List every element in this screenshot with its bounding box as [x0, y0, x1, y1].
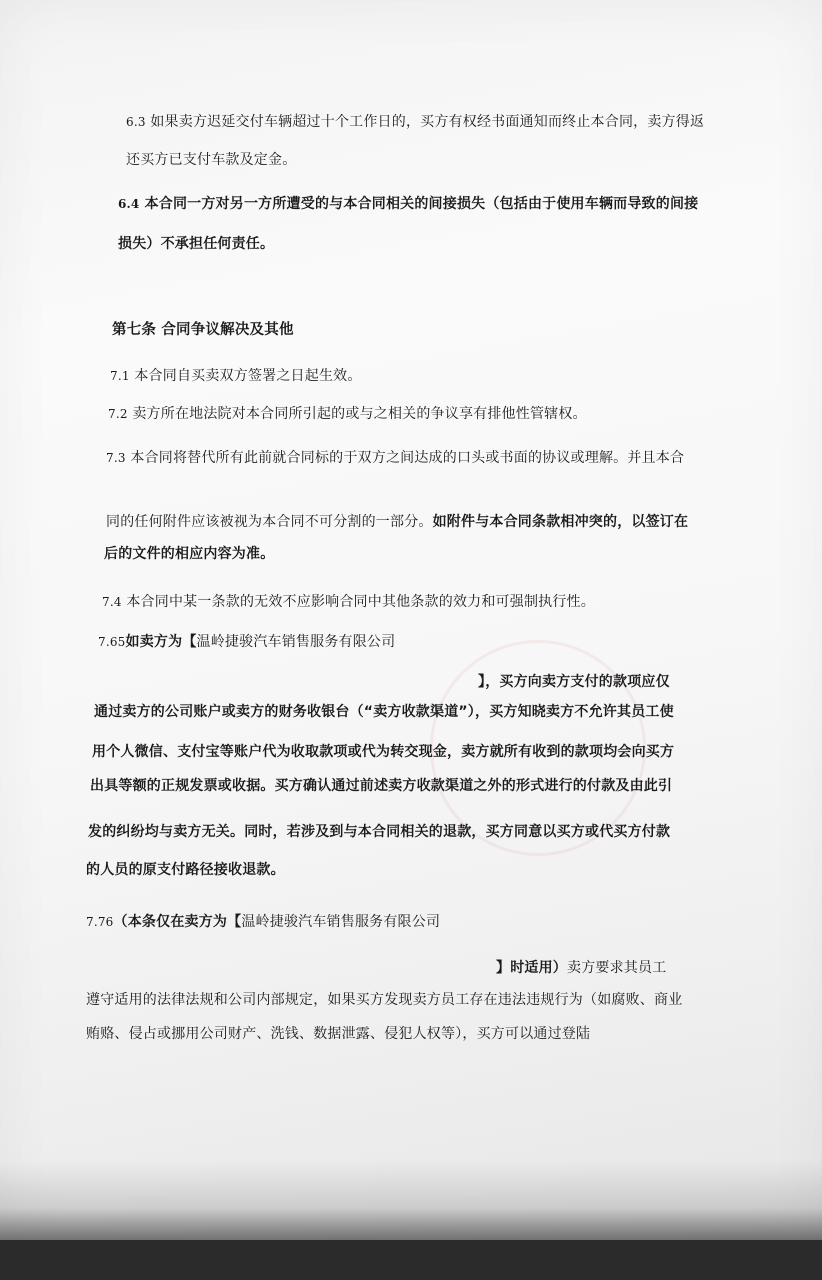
clause-text: 出具等额的正规发票或收据。买方确认通过前述卖方收款渠道之外的形式进行的付款及由此引	[90, 778, 673, 794]
clause-text: 卖方要求其员工	[567, 960, 667, 976]
clause-text: 通过卖方的公司账户或卖方的财务收银台（“卖方收款渠道”），买方知晓卖方不允许其员工使	[94, 704, 674, 720]
seller-company-name: 温岭捷骏汽车销售服务有限公司	[196, 634, 396, 650]
clause-7-65-line-5	[90, 776, 672, 796]
clause-7-3-line-2	[106, 512, 688, 532]
page-bottom-shadow	[0, 1160, 822, 1240]
article-7-heading: 第七条 合同争议解决及其他	[112, 322, 294, 338]
clause-text: 还买方已支付车款及定金。	[126, 152, 297, 168]
clause-7-65-line-2	[478, 672, 670, 692]
clause-6-4-line-1	[118, 194, 698, 214]
clause-text: 卖方所在地法院对本合同所引起的或与之相关的争议享有排他性管辖权。	[132, 406, 587, 422]
clause-text: 发的纠纷均与卖方无关。同时，若涉及到与本合同相关的退款，买方同意以买方或代买方付款	[88, 824, 671, 840]
clause-7-76-line-3	[86, 990, 682, 1010]
clause-7-76-line-1	[86, 912, 440, 932]
clause-7-65-line-6	[88, 822, 670, 842]
clause-text-bold: 如卖方为【	[125, 634, 197, 650]
clause-number: 7.2	[108, 407, 128, 421]
clause-7-65-line-4	[92, 742, 674, 762]
clause-7-65-line-1	[98, 632, 395, 652]
clause-text: 遵守适用的法律法规和公司内部规定，如果买方发现卖方员工存在违法违规行为（如腐败、商业	[86, 992, 683, 1008]
seller-company-name: 温岭捷骏汽车销售服务有限公司	[241, 914, 441, 930]
clause-7-3-line-3	[104, 544, 274, 564]
clause-7-4	[102, 592, 595, 612]
clause-7-65-line-3	[94, 702, 674, 722]
clause-text: 】，买方向卖方支付的款项应仅	[478, 674, 670, 690]
clause-6-3-line-2	[126, 150, 296, 170]
clause-text: 的人员的原支付路径接收退款。	[86, 862, 285, 878]
clause-text-bold: 如附件与本合同条款相冲突的，以签订在	[432, 514, 689, 530]
clause-6-3-line-1	[126, 112, 704, 132]
clause-7-2	[108, 404, 587, 424]
clause-text: 如果卖方迟延交付车辆超过十个工作日的，买方有权经书面通知而终止本合同，卖方得返	[150, 114, 705, 130]
clause-7-76-line-4	[86, 1024, 590, 1044]
clause-number: 6.4	[118, 197, 140, 211]
clause-text: 损失）不承担任何责任。	[118, 236, 275, 252]
clause-text: 同的任何附件应该被视为本合同不可分割的一部分。	[106, 514, 433, 530]
clause-text: 用个人微信、支付宝等账户代为收取款项或代为转交现金，卖方就所有收到的款项均会向买方	[92, 744, 675, 760]
clause-text-bold: （本条仅在卖方为【	[113, 914, 242, 930]
clause-number: 7.65	[98, 635, 126, 649]
clause-text: 贿赂、侵占或挪用公司财产、洗钱、数据泄露、侵犯人权等），买方可以通过登陆	[86, 1026, 591, 1042]
clause-text: 本合同自买卖双方签署之日起生效。	[134, 368, 362, 384]
clause-text: 本合同一方对另一方所遭受的与本合同相关的间接损失（包括由于使用车辆而导致的间接	[144, 196, 699, 212]
clause-7-1	[110, 366, 362, 386]
clause-text-bold: 】时适用）	[496, 960, 567, 976]
clause-6-4-line-2	[118, 234, 274, 254]
clause-number: 7.4	[102, 595, 122, 609]
clause-7-3-line-1	[106, 448, 684, 468]
clause-7-76-line-2	[496, 958, 666, 978]
clause-number: 7.1	[110, 369, 130, 383]
clause-7-65-line-7	[86, 860, 285, 880]
clause-text: 后的文件的相应内容为准。	[104, 546, 275, 562]
clause-number: 7.3	[106, 451, 126, 465]
clause-text: 本合同将替代所有此前就合同标的于双方之间达成的口头或书面的协议或理解。并且本合	[130, 450, 685, 466]
clause-number: 6.3	[126, 115, 146, 129]
clause-number: 7.76	[86, 915, 114, 929]
clause-text: 本合同中某一条款的无效不应影响合同中其他条款的效力和可强制执行性。	[126, 594, 595, 610]
